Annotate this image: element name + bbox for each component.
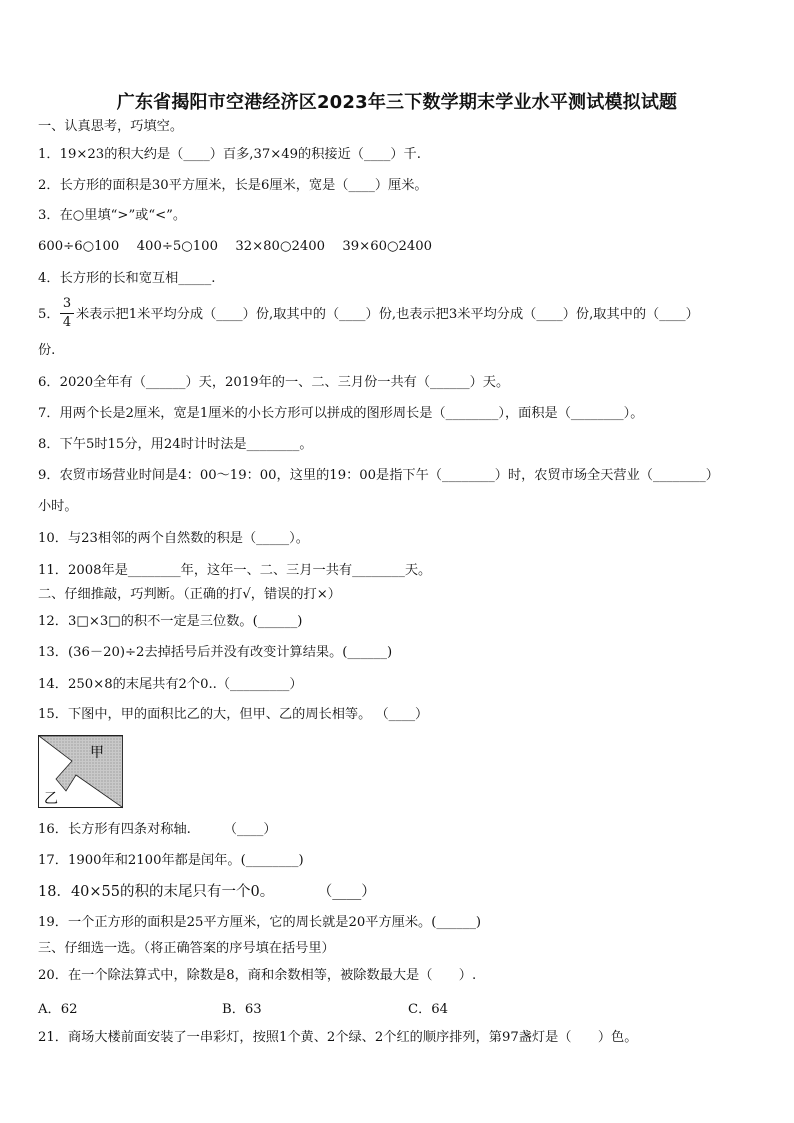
question-21: 21．商场大楼前面安装了一串彩灯，按照1个黄、2个绿、2个红的顺序排列，第97盏灯是（ ）色。 <box>38 1030 638 1045</box>
area-perimeter-figure <box>38 735 124 809</box>
question-5-number: 5． <box>38 307 60 322</box>
question-20: 20．在一个除法算式中，除数是8，商和余数相等，被除数最大是（ ）. <box>38 968 477 983</box>
option-a: A．62 <box>38 1002 78 1017</box>
fraction-bar <box>60 313 74 314</box>
question-12: 12．3□×3□的积不一定是三位数。(______) <box>38 614 303 629</box>
question-10: 10．与23相邻的两个自然数的积是（_____）。 <box>38 531 309 546</box>
label-yi: 乙 <box>44 791 58 807</box>
section-heading-1: 一、认真思考，巧填空。 <box>38 119 184 134</box>
fraction-three-quarters <box>60 296 74 331</box>
question-11: 11．2008年是________年，这年一、二、三月一共有________天。 <box>38 563 432 578</box>
fraction-numerator: 3 <box>62 296 72 311</box>
question-13: 13．(36－20)÷2去掉括号后并没有改变计算结果。(______) <box>38 645 393 660</box>
question-19: 19．一个正方形的面积是25平方厘米，它的周长就是20平方厘米。(______) <box>38 915 482 930</box>
question-7: 7．用两个长是2厘米，宽是1厘米的小长方形可以拼成的图形周长是（________），面积是（________）。 <box>38 406 644 421</box>
question-16: 16．长方形有四条对称轴. （____） <box>38 822 277 837</box>
question-9-continued: 小时。 <box>38 499 78 514</box>
question-8: 8．下午5时15分，用24时计时法是________。 <box>38 437 313 452</box>
option-c: C．64 <box>408 1002 449 1017</box>
question-1: 1．19×23的积大约是（____）百多,37×49的积接近（____）千. <box>38 147 421 162</box>
question-5-continued: 份. <box>38 343 56 358</box>
question-4: 4．长方形的长和宽互相_____. <box>38 271 216 286</box>
question-5: 米表示把1米平均分成（____）份,取其中的（____）份,也表示把3米平均分成（____）份,取其中的（____） <box>76 307 699 322</box>
question-3: 3．在○里填“>”或“<”。 <box>38 208 187 223</box>
question-18: 18．40×55的积的末尾只有一个0。 （____） <box>38 884 376 900</box>
label-jia: 甲 <box>90 745 104 761</box>
option-b: B．63 <box>222 1002 262 1017</box>
question-3-items: 600÷6○100 400÷5○100 32×80○2400 39×60○2400 <box>38 239 433 254</box>
question-15: 15．下图中，甲的面积比乙的大，但甲、乙的周长相等。 （____） <box>38 707 429 722</box>
figure-drawing <box>38 735 124 809</box>
question-14: 14．250×8的末尾共有2个0..（_________） <box>38 677 303 692</box>
page-title: 广东省揭阳市空港经济区2023年三下数学期末学业水平测试模拟试题 <box>116 92 678 113</box>
question-9: 9．农贸市场营业时间是4：00～19：00，这里的19：00是指下午（________）时，农贸市场全天营业（________） <box>38 468 719 483</box>
question-6: 6．2020全年有（______）天，2019年的一、二、三月份一共有（______）天。 <box>38 375 510 390</box>
fraction-denominator: 4 <box>62 315 72 330</box>
section-heading-3: 三、仔细选一选。（将正确答案的序号填在括号里） <box>38 941 335 956</box>
section-heading-2: 二、仔细推敲，巧判断。（正确的打√，错误的打×） <box>38 587 341 602</box>
question-17: 17．1900年和2100年都是闰年。(________) <box>38 853 304 868</box>
question-2: 2．长方形的面积是30平方厘米，长是6厘米，宽是（____）厘米。 <box>38 178 428 193</box>
